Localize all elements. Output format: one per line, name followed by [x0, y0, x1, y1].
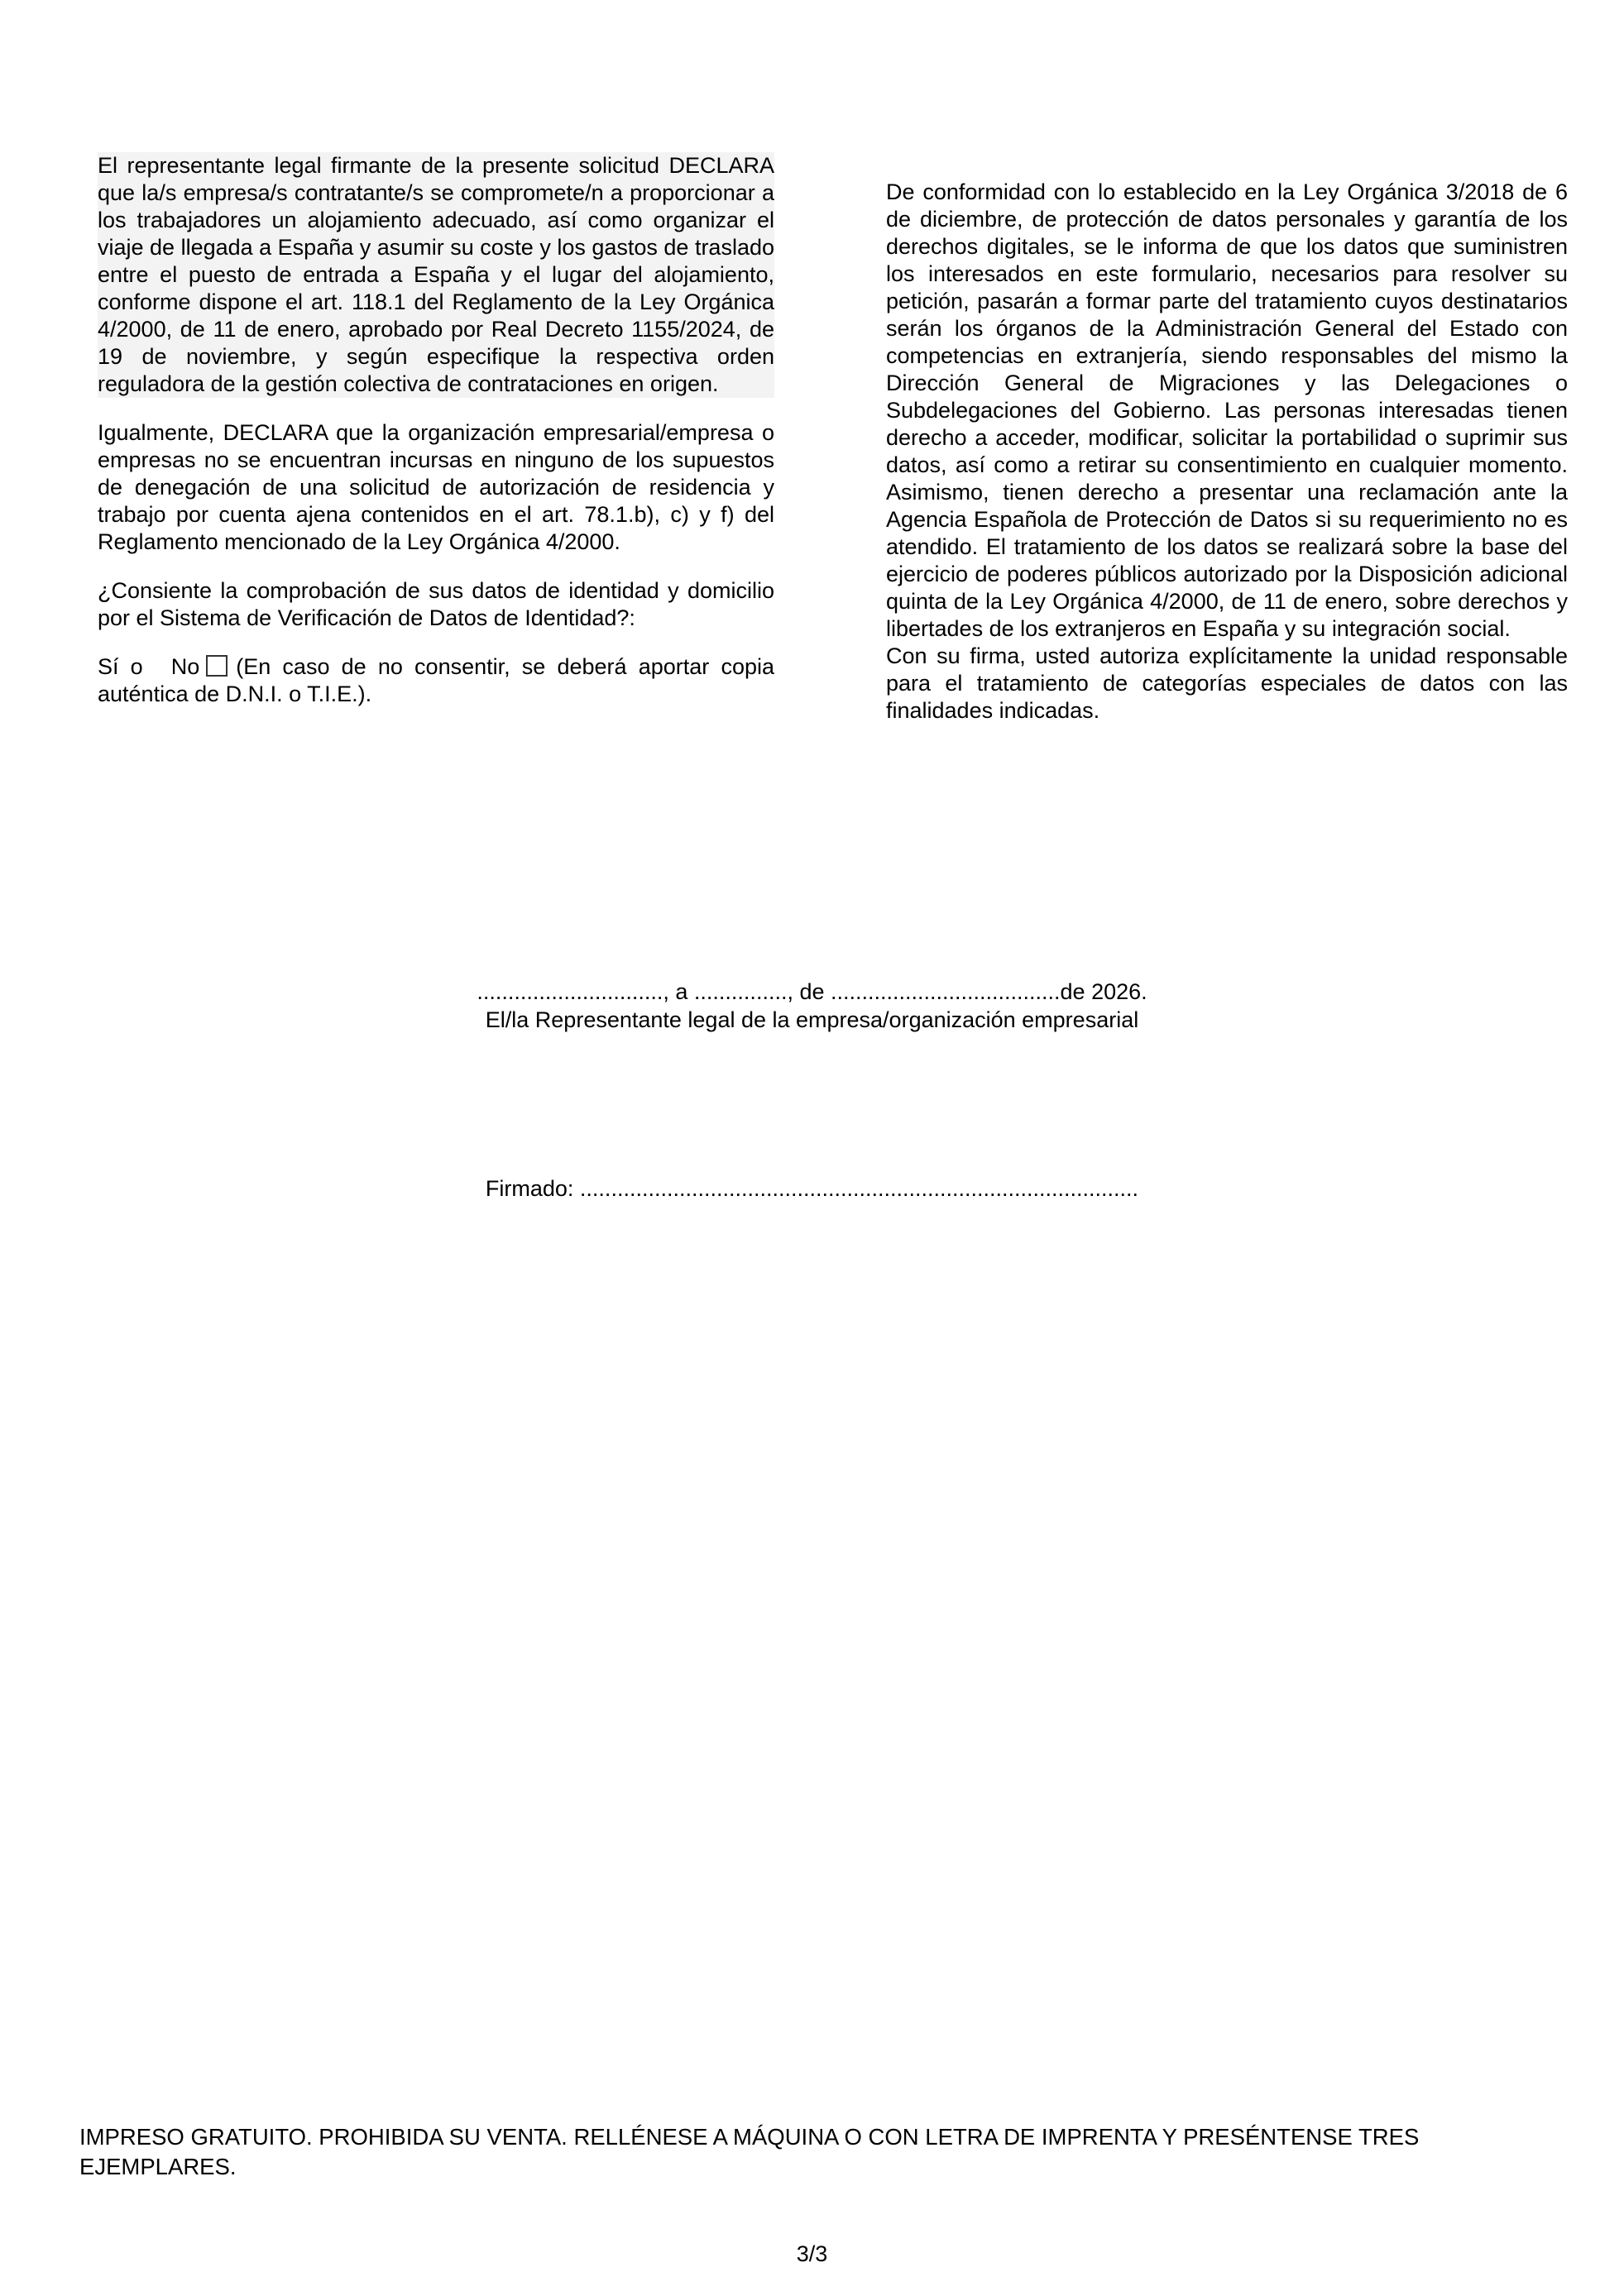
declaration-denial-paragraph: Igualmente, DECLARA que la organización empresarial/empresa o empresas no se encuentran incursas en ninguno de los supuestos de denegación de una solicitud de autorización de residencia y trabajo por cuenta ajena contenidos en el art. 78.1.b), c) y f) del Reglamento mencionado de la Ley Orgánica 4/2000. — [98, 420, 774, 554]
data-protection-paragraph: De conformidad con lo establecido en la Ley Orgánica 3/2018 de 6 de diciembre, de protección de datos personales y garantía de los derechos digitales, se le informa de que los datos que suministren los interesados en este formulario, necesarios para resolver su petición, pasarán a formar parte del tratamiento cuyos destinatarios serán los órganos de la Administración General del Estado con competencias en extranjería, siendo responsables del mismo la Dirección General de Migraciones y las Delegaciones o Subdelegaciones del Gobierno. Las personas interesadas tienen derecho a acceder, modificar, solicitar la portabilidad o suprimir sus datos, así como a retirar su consentimiento en cualquier momento. Asimismo, tienen derecho a presentar una reclamación ante la Agencia Española de Protección de Datos si su requerimiento no es atendido. El tratamiento de los datos se realizará sobre la base del ejercicio de poderes públicos autorizado por la Disposición adicional quinta de la Ley Orgánica 4/2000, de 11 de enero, sobre derechos y libertades de los extranjeros en España y su integración social. — [886, 179, 1568, 641]
consent-note: (En caso de no consentir, se deberá aportar copia auténtica de D.N.I. o T.I.E.). — [98, 654, 775, 706]
representative-line: El/la Representante legal de la empresa/organización empresarial — [485, 1007, 1139, 1032]
date-fill-line: .............................., a ..............., de .....................................de 2026. — [477, 979, 1147, 1004]
consent-no-label: No — [170, 654, 200, 679]
left-column — [98, 152, 774, 729]
signed-fill-line: Firmado: .......................................................................................... — [485, 1176, 1139, 1201]
consent-question: ¿Consiente la comprobación de sus datos de identidad y domicilio por el Sistema de Verificación de Datos de Identidad?: — [98, 578, 774, 630]
signature-date-block — [0, 978, 1624, 1034]
page-number: 3/3 — [796, 2241, 828, 2266]
consent-yes-label: Sí o — [98, 654, 143, 679]
free-form-notice: IMPRESO GRATUITO. PROHIBIDA SU VENTA. RELLÉNESE A MÁQUINA O CON LETRA DE IMPRENTA Y PRESÉNTENSE TRES EJEMPLARES. — [79, 2124, 1420, 2179]
consent-answer-line — [98, 653, 774, 708]
right-column — [886, 179, 1568, 725]
signature-authorization-paragraph: Con su firma, usted autoriza explícitamente la unidad responsable para el tratamiento de categorías especiales de datos con las finalidades indicadas. — [886, 643, 1568, 723]
consent-no-checkbox[interactable] — [206, 655, 228, 677]
declaration-housing-paragraph: El representante legal firmante de la presente solicitud DECLARA que la/s empresa/s contratante/s se compromete/n a proporcionar a los trabajadores un alojamiento adecuado, así como organizar el viaje de llegada a España y asumir su coste y los gastos de traslado entre el puesto de entrada a España y el lugar del alojamiento, conforme dispone el art. 118.1 del Reglamento de la Ley Orgánica 4/2000, de 11 de enero, aprobado por Real Decreto 1155/2024, de 19 de noviembre, y según especifique la respectiva orden reguladora de la gestión colectiva de contrataciones en origen. — [98, 153, 774, 396]
